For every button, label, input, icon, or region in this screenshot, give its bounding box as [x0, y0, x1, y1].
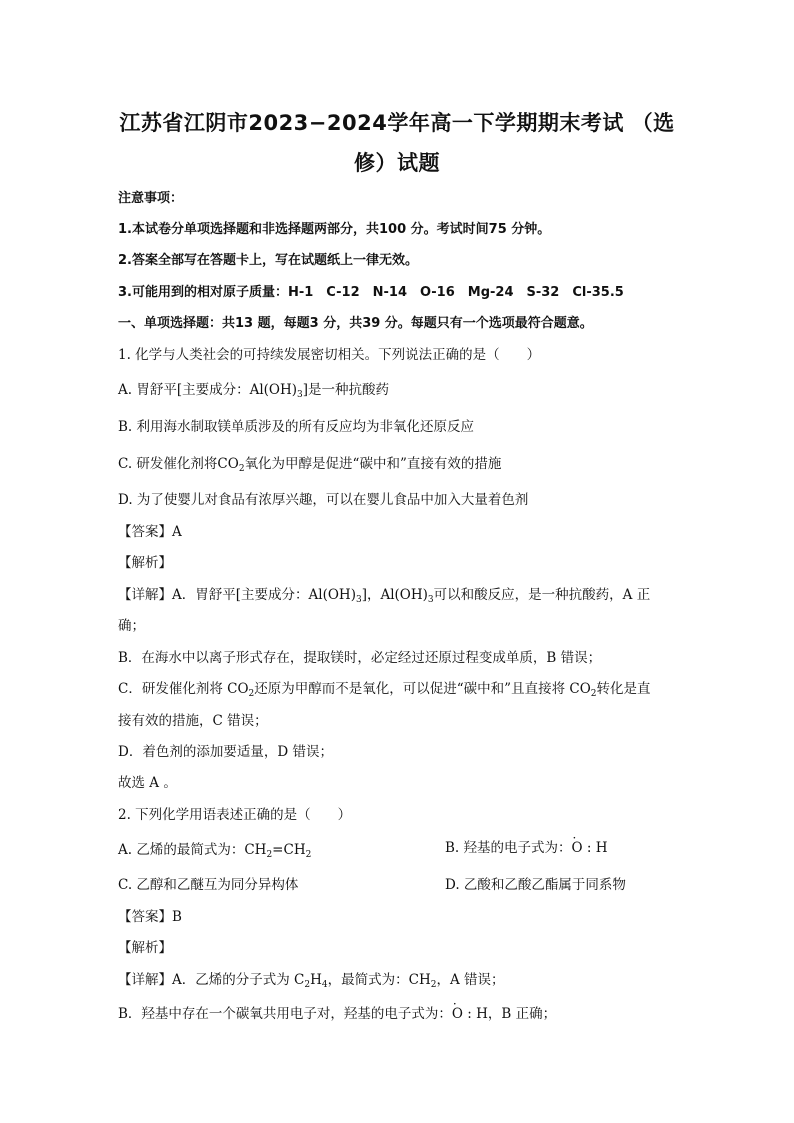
notice-item-1: 1.本试卷分单项选择题和非选择题两部分，共100 分。考试时间75 分钟。	[118, 222, 551, 237]
question-2-option-a	[118, 838, 311, 860]
question-1-answer: 【答案】A	[118, 524, 182, 540]
question-2-analysis-label: 【解析】	[118, 940, 172, 956]
question-2-option-d: D. 乙酸和乙酸乙酯属于同系物	[445, 877, 626, 893]
question-2-detail-1	[118, 968, 505, 990]
question-2-answer: 【答案】B	[118, 909, 182, 925]
detail-text: 【详解】A．胃舒平[主要成分：Al(OH)	[118, 587, 356, 603]
question-2-option-c: C. 乙醇和乙醚互为同分异构体	[118, 877, 299, 893]
question-1-option-b: B. 利用海水制取镁单质涉及的所有反应均为非氧化还原反应	[118, 419, 475, 435]
subscript: 2	[305, 850, 312, 860]
question-2-detail-2	[118, 1002, 556, 1022]
question-1-detail-4: D．着色剂的添加要适量，D 错误；	[118, 744, 333, 760]
option-a-text-end: ]是一种抗酸药	[302, 382, 390, 398]
detail-text: H	[310, 972, 322, 988]
electron-formula	[572, 840, 608, 856]
electron-formula-text: O : H	[451, 1006, 488, 1022]
question-1-detail-3	[118, 677, 651, 699]
detail-text: ，B 正确；	[487, 1006, 557, 1022]
subscript: 3	[427, 595, 434, 605]
question-1-option-d: D. 为了使婴儿对食品有浓厚兴趣，可以在婴儿食品中加入大量着色剂	[118, 492, 529, 508]
question-1-detail-1-cont: 确；	[118, 618, 145, 634]
question-1-option-c	[118, 452, 501, 474]
section-heading: 一、单项选择题：共13 题，每题3 分，共39 分。每题只有一个选项最符合题意。	[118, 316, 593, 331]
question-1-analysis-label: 【解析】	[118, 555, 172, 571]
detail-text: 【详解】A．乙烯的分子式为 C	[118, 972, 305, 988]
detail-text: ，最简式为：CH	[327, 972, 431, 988]
notice-item-3: 3.可能用到的相对原子质量：H-1 C-12 N-14 O-16 Mg-24 S-32 Cl-35.5	[118, 285, 624, 300]
subscript: 2	[238, 464, 245, 474]
option-b-text: B. 羟基的电子式为：	[445, 840, 572, 856]
option-a-text-mid: =CH	[272, 842, 306, 858]
detail-text: 可以和酸反应，是一种抗酸药，A 正	[433, 587, 651, 603]
question-1-stem: 1. 化学与人类社会的可持续发展密切相关。下列说法正确的是（ ）	[118, 347, 541, 363]
notice-heading: 注意事项：	[118, 191, 184, 206]
notice-item-2: 2.答案全部写在答题卡上，写在试题纸上一律无效。	[118, 253, 418, 268]
electron-formula	[452, 1006, 488, 1022]
question-1-option-a	[118, 378, 389, 400]
subscript: 4	[321, 980, 328, 990]
question-1-detail-2: B．在海水中以离子形式存在，提取镁时，必定经过还原过程变成单质，B 错误；	[118, 650, 602, 666]
question-1-detail-3-cont: 接有效的措施，C 错误；	[118, 713, 268, 729]
exam-title-line2: 修）试题	[354, 151, 440, 175]
subscript: 2	[590, 689, 597, 699]
detail-text: ]，Al(OH)	[361, 587, 428, 603]
detail-text: ，A 错误；	[436, 972, 505, 988]
option-c-text: C. 研发催化剂将CO	[118, 456, 239, 472]
electron-formula-text: O : H	[571, 840, 608, 856]
question-2-option-b	[445, 836, 608, 856]
detail-text: 还原为甲醇而不是氧化，可以促进“碳中和”且直接将 CO	[254, 681, 591, 697]
detail-text: B．羟基中存在一个碳氧共用电子对，羟基的电子式为：	[118, 1006, 452, 1022]
subscript: 2	[248, 689, 255, 699]
subscript: 3	[297, 390, 303, 400]
exam-title-line1: 江苏省江阴市2023−2024学年高一下学期期末考试 （选	[119, 111, 675, 135]
subscript: 3	[355, 595, 362, 605]
detail-text: C．研发催化剂将 CO	[118, 681, 249, 697]
subscript: 2	[304, 980, 311, 990]
option-c-text-end: 氧化为甲醇是促进“碳中和”直接有效的措施	[244, 456, 502, 472]
detail-text: 转化是直	[596, 681, 651, 697]
option-a-text: A. 胃舒平[主要成分：Al(OH)	[118, 382, 298, 398]
question-1-conclusion: 故选 A 。	[118, 775, 177, 791]
option-a-text: A. 乙烯的最简式为：CH	[118, 842, 267, 858]
question-1-detail-1	[118, 583, 650, 605]
subscript: 2	[266, 850, 273, 860]
subscript: 2	[430, 980, 437, 990]
question-2-stem: 2. 下列化学用语表述正确的是（ ）	[118, 807, 352, 823]
